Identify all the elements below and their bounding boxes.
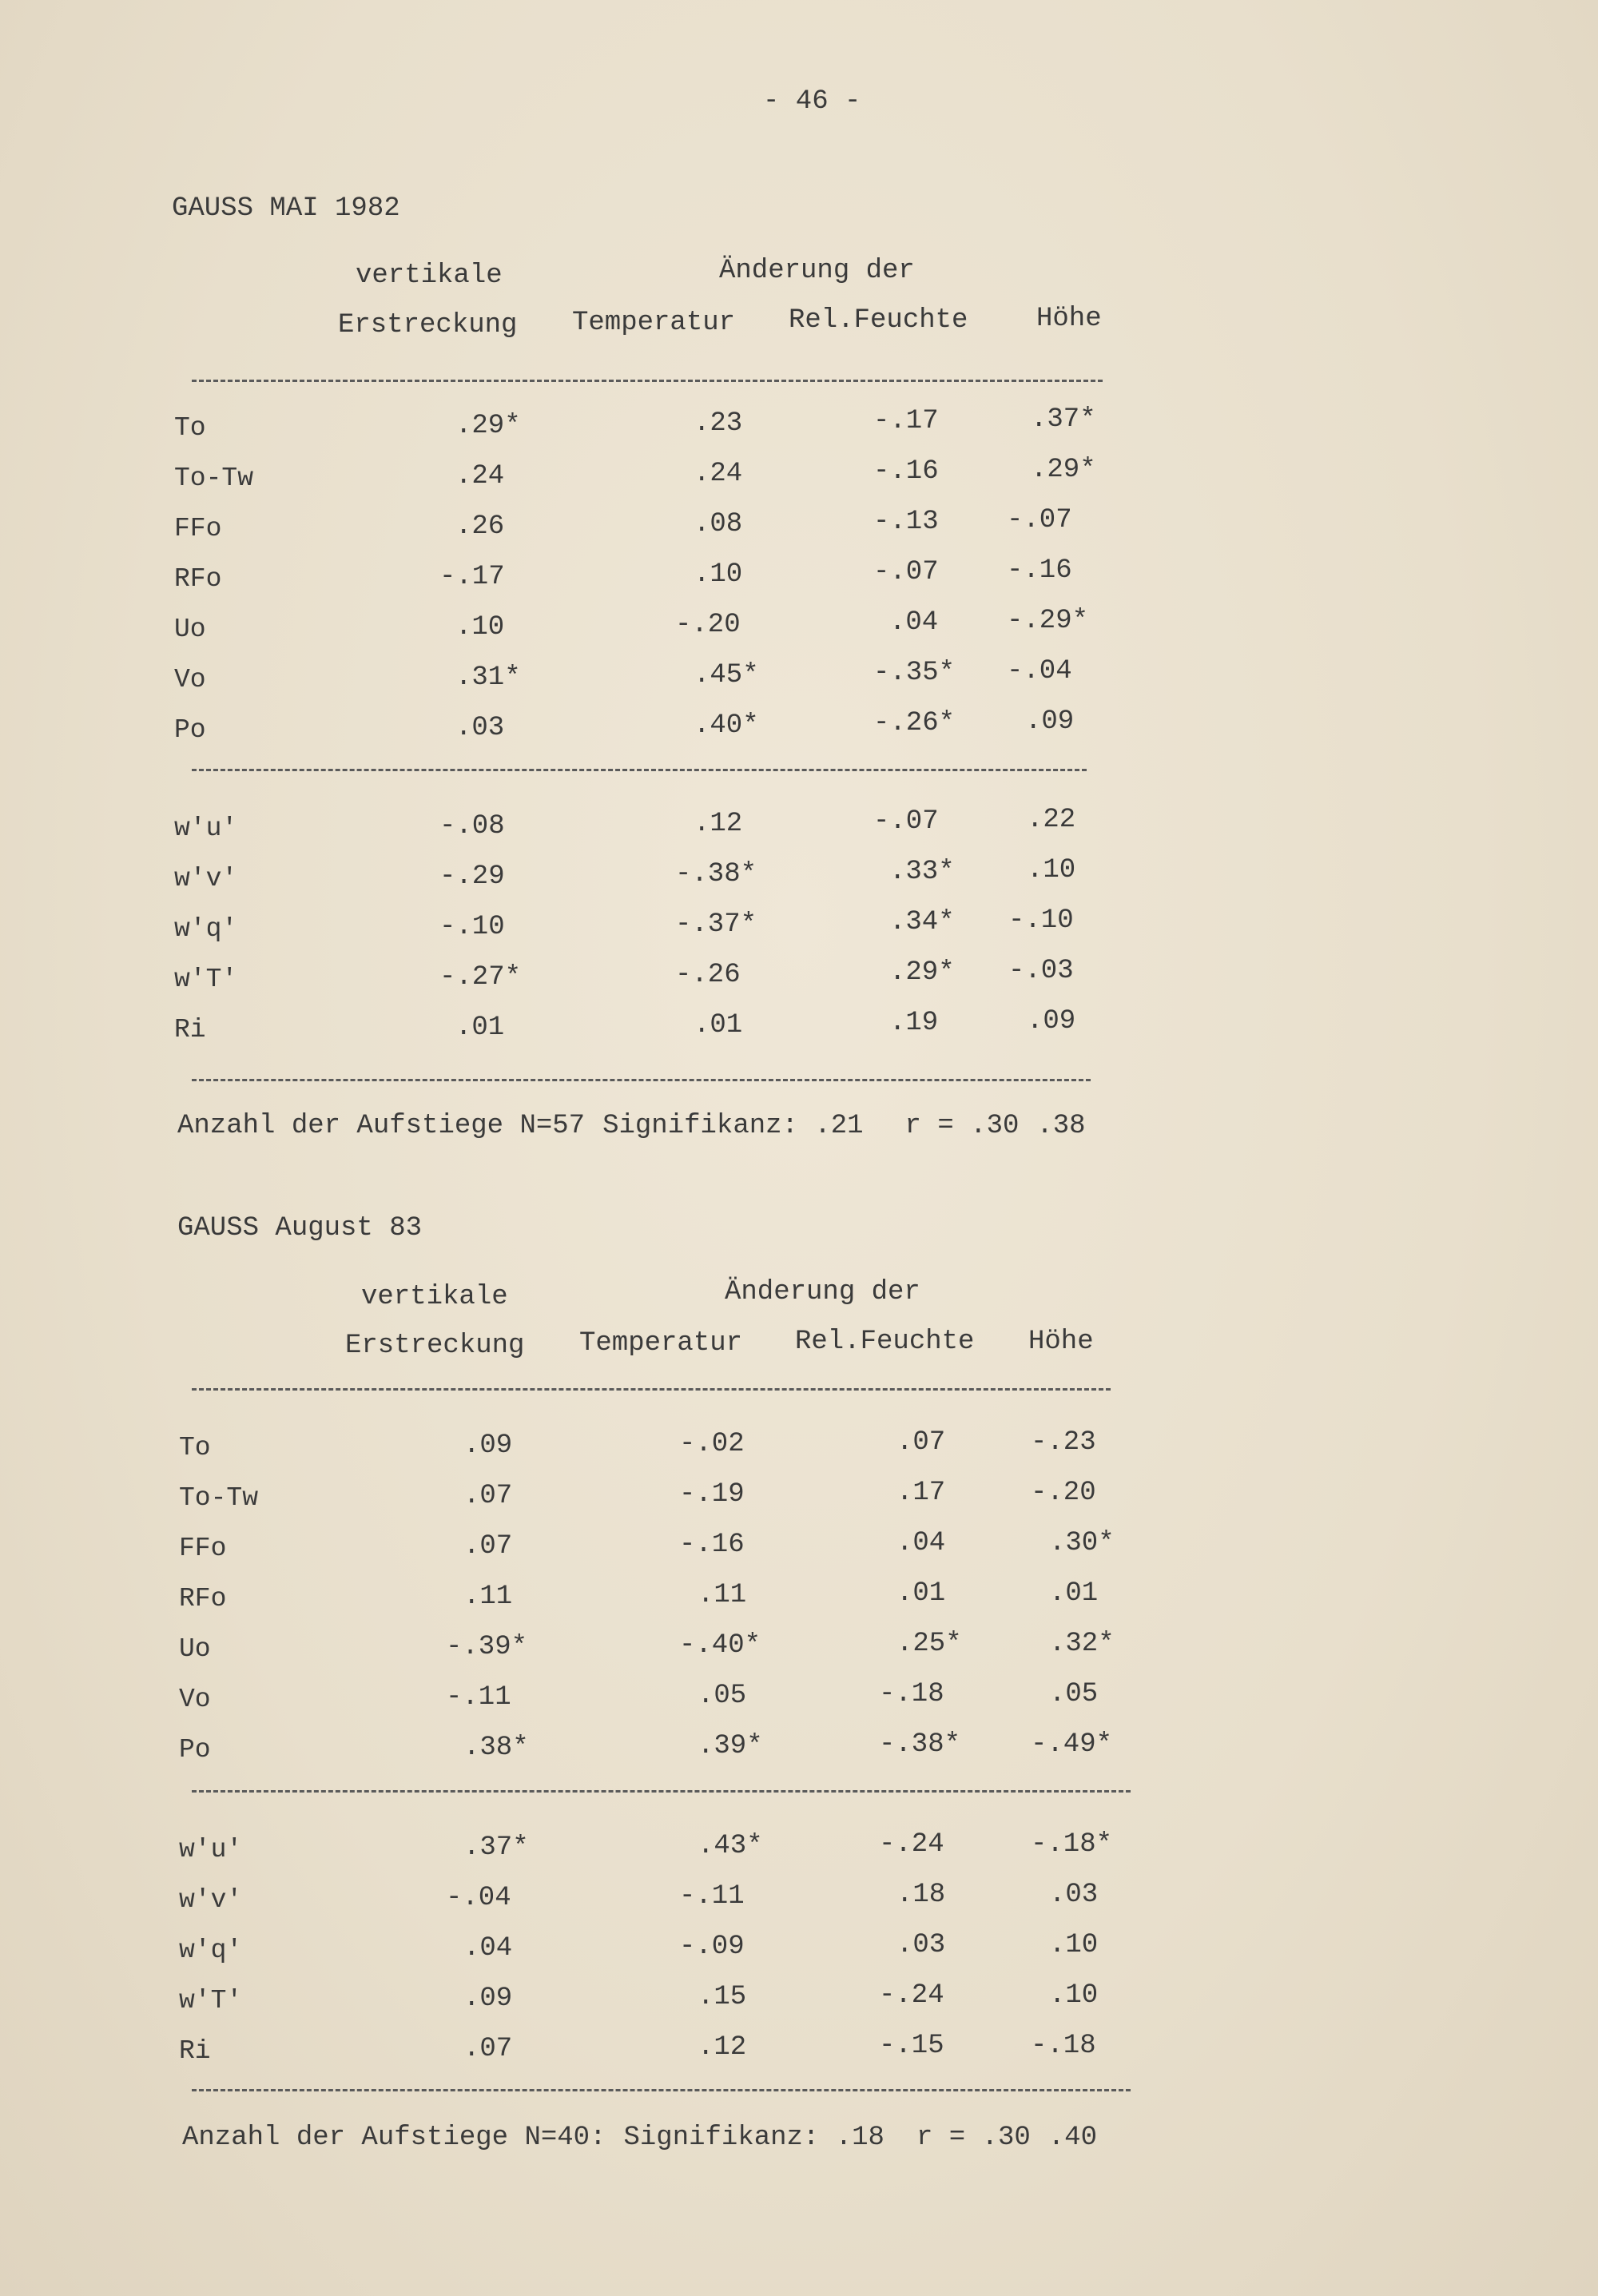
cell-value: .08 (694, 509, 743, 539)
cell-value: .19 (889, 1008, 939, 1038)
cell-value: .01 (694, 1010, 743, 1041)
cell-value: -.24 (879, 1980, 944, 2011)
cell-value: .10 (694, 559, 743, 590)
row-label: w'v' (179, 1885, 243, 1915)
cell-value: .11 (463, 1582, 513, 1612)
cell-value: -.15 (879, 2031, 944, 2061)
cell-value: -.17 (873, 406, 939, 436)
cell-value: .26 (455, 511, 505, 542)
cell-value: -.29* (1007, 606, 1089, 636)
cell-value: -.18 (879, 1679, 944, 1709)
cell-value: .03 (1049, 1880, 1099, 1910)
cell-value: -.23 (1031, 1427, 1096, 1458)
row-label: w'u' (179, 1835, 243, 1864)
cell-value: .30* (1049, 1528, 1115, 1558)
footer-significance: Signifikanz: .18 (623, 2123, 884, 2153)
cell-value: .09 (1027, 1006, 1076, 1037)
header-hoehe: Höhe (1036, 304, 1102, 334)
cell-value: -.11 (679, 1881, 745, 1912)
cell-value: .40* (694, 710, 759, 741)
row-label: RFo (174, 564, 222, 594)
cell-value: .29* (889, 957, 955, 988)
cell-value: .12 (698, 2032, 747, 2063)
cell-value: -.07 (1007, 505, 1072, 535)
cell-value: -.07 (873, 806, 939, 837)
cell-value: -.35* (873, 658, 956, 688)
cell-value: -.10 (1008, 905, 1074, 936)
dashed-rule (192, 1388, 1111, 1391)
footer-r: r = .30 (904, 1111, 1020, 1141)
row-label: Ri (174, 1015, 206, 1045)
table-title: GAUSS MAI 1982 (172, 193, 400, 224)
cell-value: -.37* (675, 909, 757, 940)
cell-value: .25* (896, 1629, 962, 1659)
cell-value: .05 (698, 1681, 747, 1711)
cell-value: .10 (455, 612, 505, 643)
cell-value: .23 (694, 408, 743, 439)
cell-value: -.11 (446, 1682, 511, 1713)
cell-value: -.09 (679, 1932, 745, 1962)
row-label: Vo (174, 665, 206, 694)
cell-value: -.27* (439, 962, 522, 993)
cell-value: .01 (455, 1013, 505, 1043)
cell-value: .24 (694, 459, 743, 489)
dashed-rule (192, 769, 1087, 771)
cell-value: .07 (463, 1481, 513, 1511)
header-vertikale: vertikale (356, 261, 503, 291)
cell-value: .09 (463, 1431, 513, 1461)
row-label: Ri (179, 2036, 211, 2066)
cell-value: -.39* (446, 1632, 528, 1662)
cell-value: -.40* (679, 1630, 761, 1661)
page-number: - 46 - (763, 86, 861, 117)
cell-value: .24 (455, 461, 505, 491)
cell-value: .37* (1031, 404, 1096, 435)
row-label: w'u' (174, 814, 238, 843)
cell-value: -.19 (679, 1479, 745, 1510)
cell-value: -.38* (675, 859, 757, 889)
row-label: w'v' (174, 864, 238, 893)
cell-value: .04 (896, 1528, 946, 1558)
row-label: RFo (179, 1584, 227, 1614)
dashed-rule (192, 1790, 1131, 1793)
row-label: w'q' (179, 1936, 243, 1965)
row-label: FFo (174, 514, 222, 543)
row-label: w'q' (174, 914, 238, 944)
cell-value: .12 (694, 809, 743, 839)
cell-value: .01 (896, 1578, 946, 1609)
footer-r2: .38 (1036, 1111, 1086, 1141)
cell-value: -.16 (679, 1530, 745, 1560)
header-hoehe: Höhe (1028, 1327, 1094, 1357)
cell-value: .05 (1049, 1679, 1099, 1709)
cell-value: .18 (896, 1880, 946, 1910)
cell-value: -.10 (439, 912, 505, 942)
footer-summary (182, 2123, 1115, 2153)
cell-value: .43* (698, 1831, 763, 1861)
cell-value: .11 (698, 1580, 747, 1610)
footer-count: Anzahl der Aufstiege N=40: (182, 2123, 606, 2153)
row-label: Po (179, 1735, 211, 1765)
cell-value: -.26* (873, 708, 956, 738)
cell-value: .17 (896, 1478, 946, 1508)
cell-value: -.16 (1007, 555, 1072, 586)
cell-value: -.08 (439, 811, 505, 842)
cell-value: .34* (889, 907, 955, 937)
cell-value: .38* (463, 1733, 529, 1763)
header-erstreckung: Erstreckung (345, 1331, 525, 1361)
footer-summary (177, 1111, 1103, 1141)
row-label: Vo (179, 1685, 211, 1714)
cell-value: .10 (1049, 1930, 1099, 1960)
cell-value: .04 (889, 607, 939, 638)
footer-significance: Signifikanz: .21 (602, 1111, 864, 1141)
header-rel-feuchte: Rel.Feuchte (789, 305, 968, 336)
cell-value: -.04 (1007, 656, 1072, 686)
dashed-rule (192, 2089, 1131, 2091)
row-label: To (179, 1433, 211, 1462)
cell-value: -.07 (873, 557, 939, 587)
cell-value: .32* (1049, 1629, 1115, 1659)
footer-r: r = .30 (916, 2123, 1031, 2153)
cell-value: .09 (463, 1984, 513, 2014)
row-label: w'T' (174, 965, 238, 994)
cell-value: -.24 (879, 1829, 944, 1860)
cell-value: -.04 (446, 1883, 511, 1913)
row-label: To (174, 413, 206, 443)
cell-value: .03 (896, 1930, 946, 1960)
dashed-rule (192, 380, 1103, 382)
cell-value: -.29 (439, 861, 505, 892)
cell-value: .33* (889, 857, 955, 887)
header-erstreckung: Erstreckung (338, 310, 518, 340)
row-label: To-Tw (179, 1483, 259, 1513)
cell-value: .29* (455, 411, 521, 441)
cell-value: -.03 (1008, 956, 1074, 986)
cell-value: -.02 (679, 1429, 745, 1459)
cell-value: .04 (463, 1933, 513, 1964)
footer-count: Anzahl der Aufstiege N=57 (177, 1111, 586, 1141)
cell-value: -.20 (1031, 1478, 1096, 1508)
row-label: FFo (179, 1534, 227, 1563)
cell-value: -.49* (1031, 1729, 1113, 1760)
cell-value: .01 (1049, 1578, 1099, 1609)
header-vertikale: vertikale (361, 1282, 508, 1312)
cell-value: -.38* (879, 1729, 961, 1760)
cell-value: .03 (455, 713, 505, 743)
cell-value: .10 (1049, 1980, 1099, 2011)
cell-value: .10 (1027, 855, 1076, 885)
cell-value: .39* (698, 1731, 763, 1761)
cell-value: -.13 (873, 507, 939, 537)
cell-value: .07 (463, 1531, 513, 1562)
row-label: Uo (174, 615, 206, 644)
footer-r2: .40 (1047, 2123, 1097, 2153)
header-aenderung-der: Änderung der (719, 256, 915, 286)
cell-value: -.18* (1031, 1829, 1113, 1860)
row-label: To-Tw (174, 464, 254, 493)
cell-value: -.18 (1031, 2031, 1096, 2061)
cell-value: .07 (896, 1427, 946, 1458)
row-label: w'T' (179, 1986, 243, 2015)
table-title: GAUSS August 83 (177, 1213, 423, 1244)
row-label: Uo (179, 1634, 211, 1664)
cell-value: .09 (1025, 706, 1075, 737)
header-temperatur: Temperatur (572, 308, 736, 338)
dashed-rule (192, 1079, 1091, 1081)
cell-value: .45* (694, 660, 759, 690)
header-rel-feuchte: Rel.Feuchte (795, 1327, 975, 1357)
header-aenderung-der: Änderung der (725, 1277, 920, 1307)
cell-value: -.20 (675, 610, 741, 640)
cell-value: .31* (455, 663, 521, 693)
row-label: Po (174, 715, 206, 745)
header-temperatur: Temperatur (579, 1328, 743, 1359)
cell-value: .07 (463, 2034, 513, 2064)
cell-value: -.26 (675, 960, 741, 990)
cell-value: .29* (1031, 455, 1096, 485)
cell-value: -.16 (873, 456, 939, 487)
cell-value: -.17 (439, 562, 505, 592)
cell-value: .37* (463, 1832, 529, 1863)
cell-value: .15 (698, 1982, 747, 2012)
cell-value: .22 (1027, 805, 1076, 835)
